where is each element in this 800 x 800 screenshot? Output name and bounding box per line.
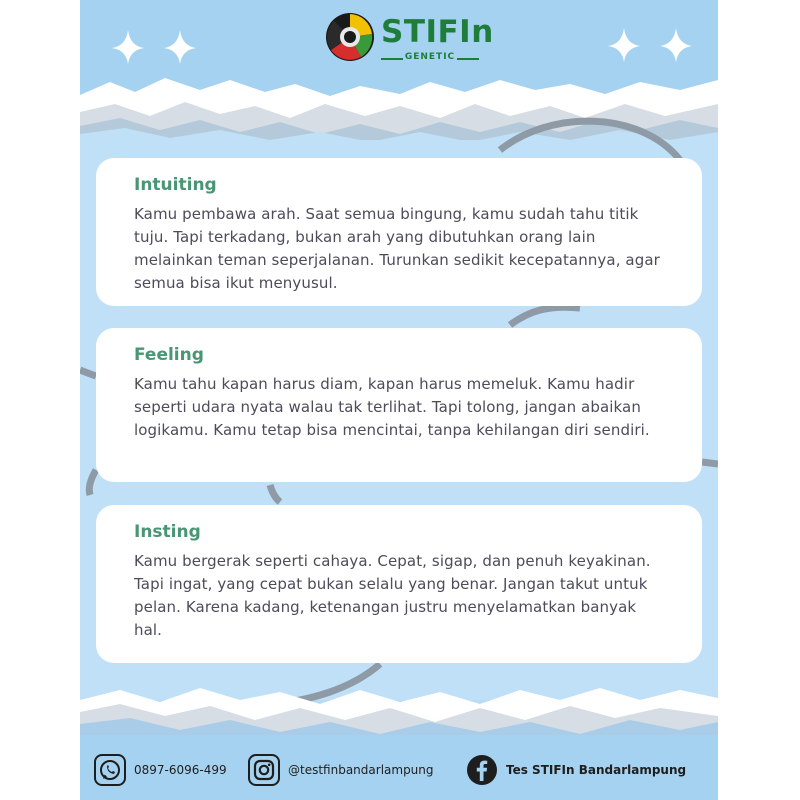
instagram-handle: @testfinbandarlampung	[288, 763, 434, 777]
whatsapp-contact[interactable]	[94, 750, 227, 790]
facebook-contact[interactable]	[466, 750, 686, 790]
brand-subtitle: GENETIC	[381, 52, 479, 62]
whatsapp-number: 0897-6096-499	[134, 763, 227, 777]
card-body: Kamu pembawa arah. Saat semua bingung, kamu sudah tahu titik tuju. Tapi terkadang, bukan arah yang dibutuhkan orang lain melainkan teman seperjalanan. Turunkan sedikit kecepatannya, agar semua bisa ikut menyusul.	[134, 205, 660, 292]
footer-contacts	[80, 750, 718, 790]
facebook-icon	[466, 754, 498, 786]
brand-name: STIFIn	[381, 14, 494, 50]
whatsapp-icon	[94, 754, 126, 786]
facebook-page: Tes STIFIn Bandarlampung	[506, 763, 687, 777]
card-feeling	[96, 328, 702, 482]
card-body: Kamu tahu kapan harus diam, kapan harus memeluk. Kamu hadir seperti udara nyata walau tak terlihat. Tapi tolong, jangan abaikan logikamu. Kamu tetap bisa mencintai, tanpa kehilangan diri sendiri.	[134, 375, 650, 439]
card-title: Intuiting	[134, 175, 217, 195]
card-body: Kamu bergerak seperti cahaya. Cepat, sigap, dan penuh keyakinan. Tapi ingat, yang cepat bukan selalu yang benar. Jangan takut untuk pelan. Karena kadang, ketenangan justru menyelamatkan banyak hal.	[134, 552, 651, 639]
card-title: Insting	[134, 522, 201, 542]
instagram-icon	[248, 754, 280, 786]
stifin-logo	[325, 10, 494, 66]
poster	[80, 0, 718, 800]
instagram-contact[interactable]	[248, 750, 434, 790]
logo-emblem-icon	[325, 12, 375, 62]
card-title: Feeling	[134, 345, 204, 365]
card-intuiting	[96, 158, 702, 306]
card-insting	[96, 505, 702, 663]
